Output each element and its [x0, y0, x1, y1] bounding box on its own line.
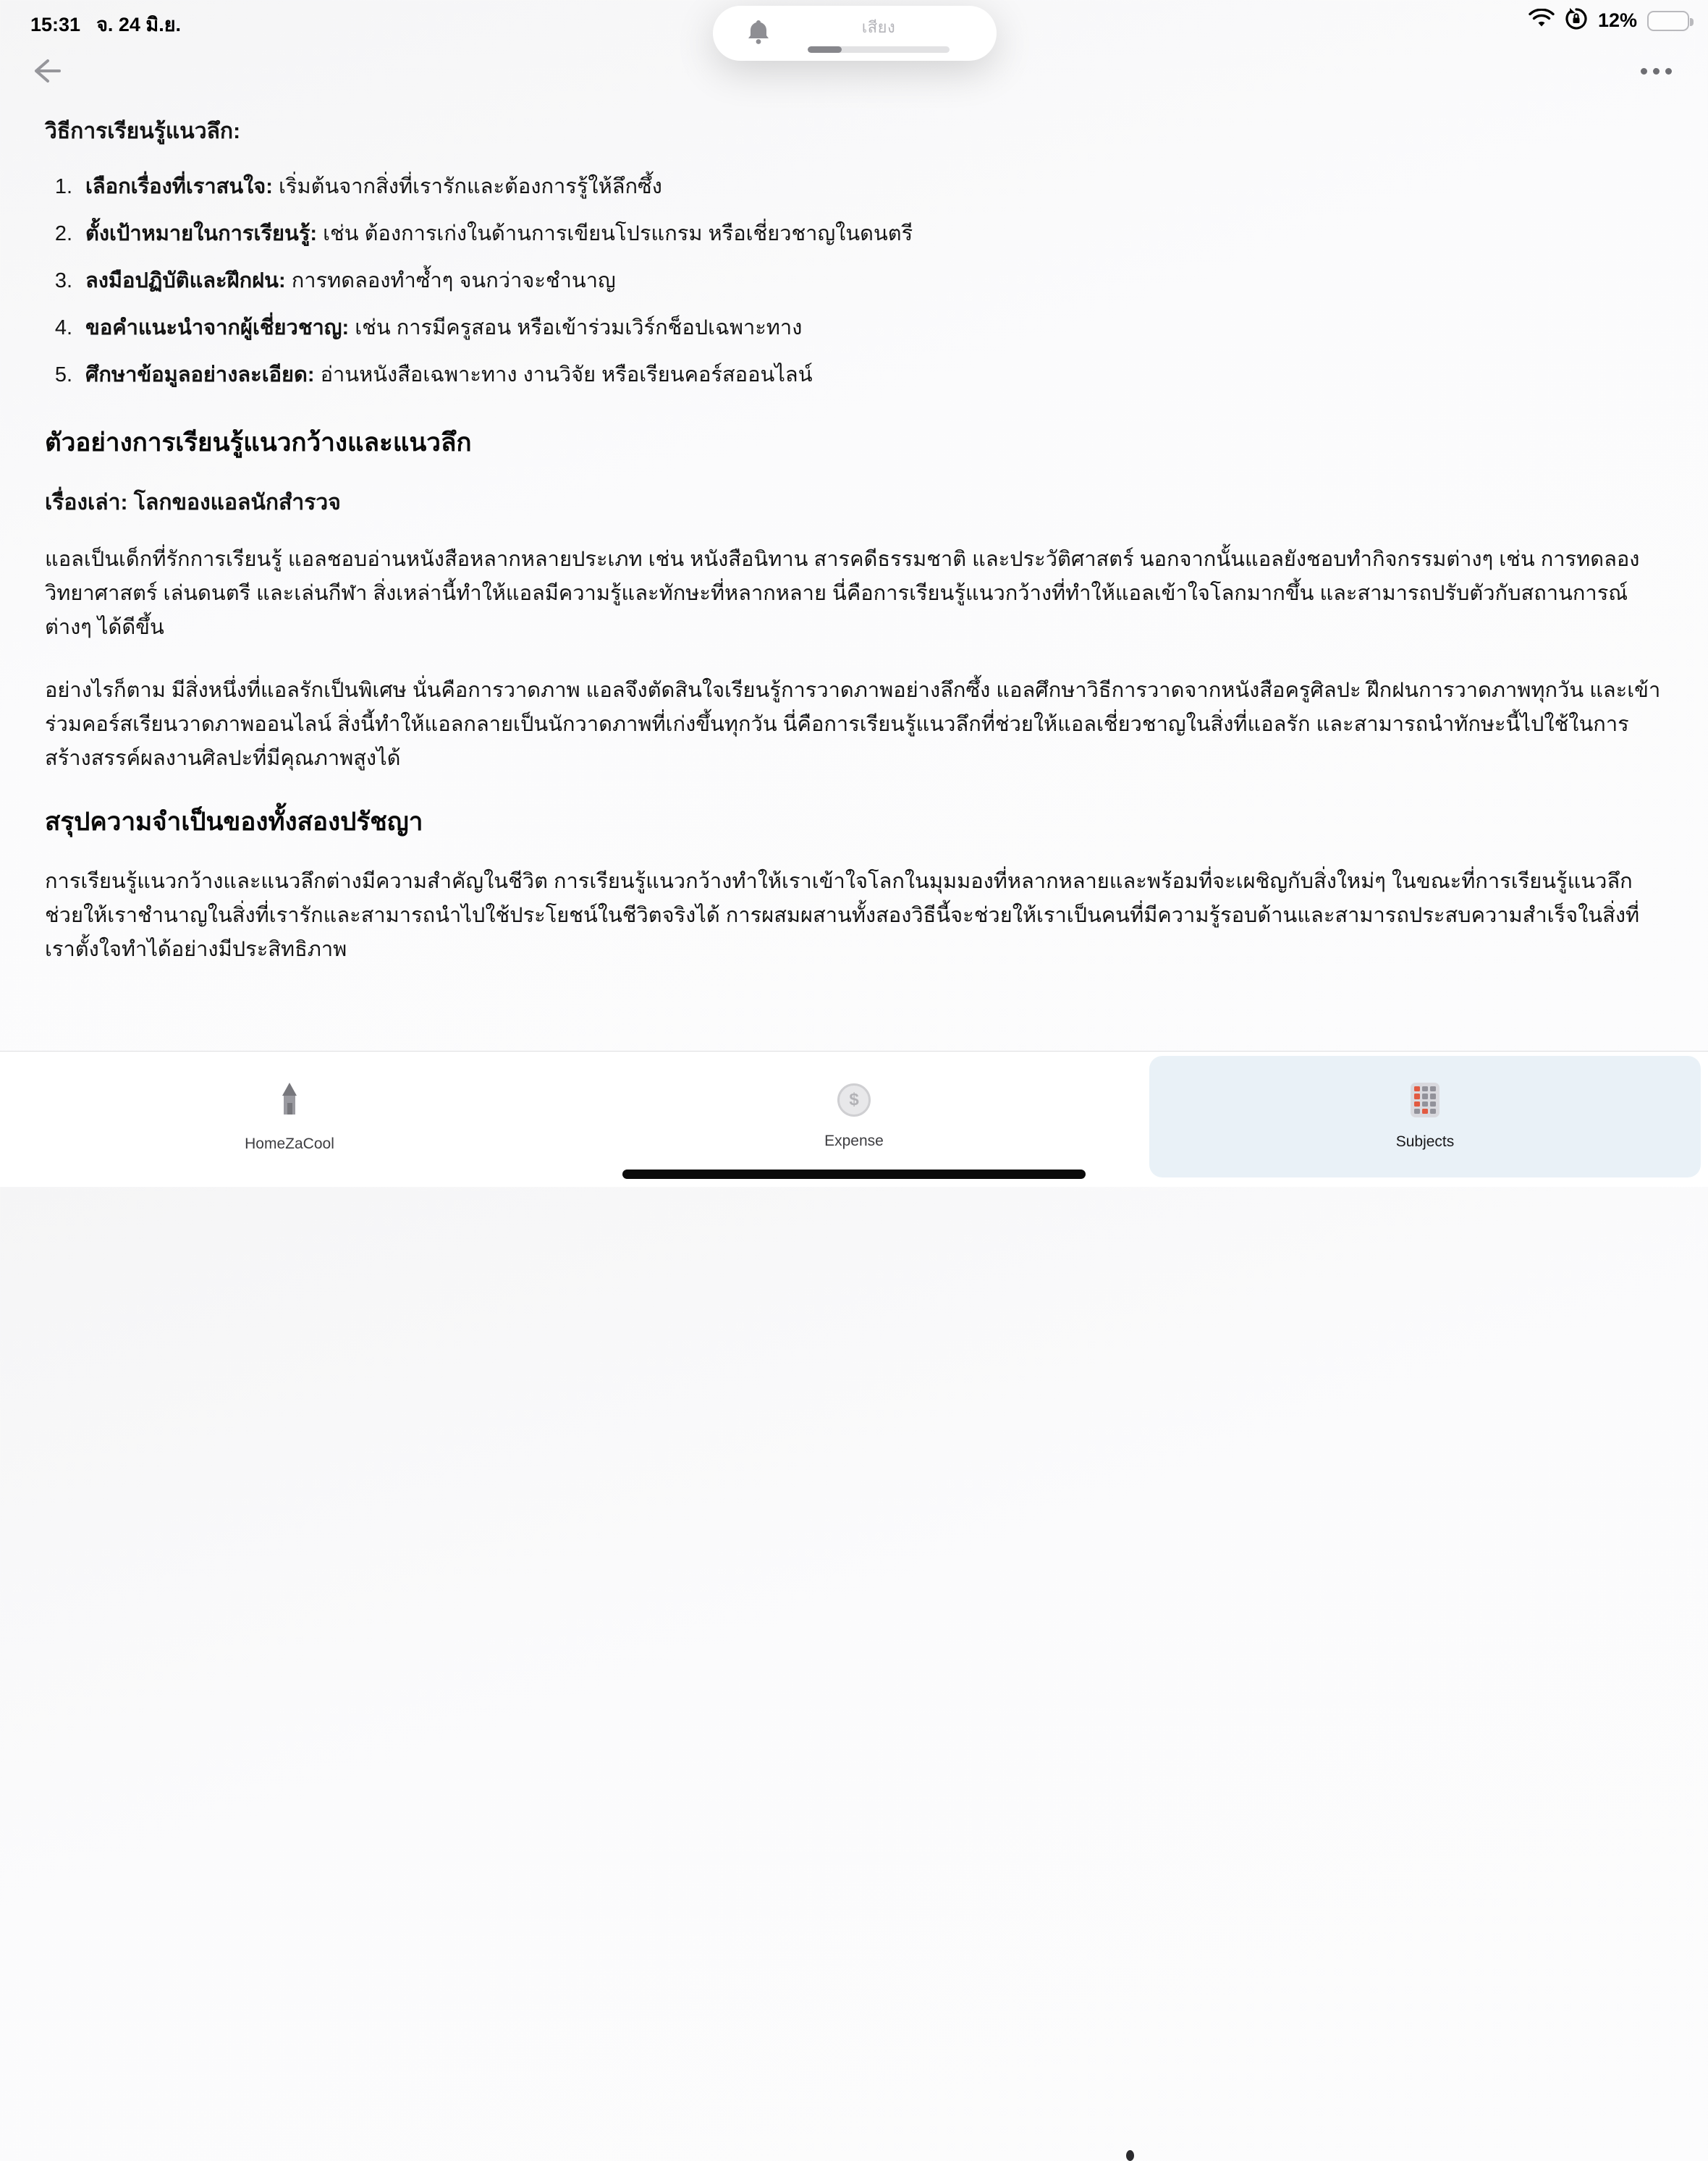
- tab-homezacool[interactable]: [109, 1059, 470, 1175]
- list-item-lead: เลือกเรื่องที่เราสนใจ:: [85, 175, 273, 198]
- list-item-lead: ตั้งเป้าหมายในการเรียนรู้:: [85, 222, 318, 245]
- status-bar-left: [30, 9, 181, 40]
- date: จ. 24 มิ.ย.: [96, 14, 182, 35]
- tab-subjects[interactable]: [1149, 1056, 1701, 1177]
- tab-label: Subjects: [1395, 1133, 1455, 1150]
- story-title: เรื่องเล่า: โลกของแอลนักสำรวจ: [45, 491, 341, 515]
- more-options-button[interactable]: [1630, 56, 1682, 85]
- paragraph-broad-learning: แอลเป็นเด็กที่รักการเรียนรู้ แอลชอบอ่านหนังสือหลากหลายประเภท เช่น หนังสือนิทาน สารคดีธรรมชาติ และประวัติศาสตร์ นอกจากนั้นแอลยังชอบทำกิจกรรมต่างๆ เช่น การทดลองวิทยาศาสตร์ เล่นดนตรี และเล่นกีฬา สิ่งเหล่านี้ทำให้แอลมีความรู้และทักษะที่หลากหลาย นี่คือการเรียนรู้แนวกว้างที่ทำให้แอลเข้าใจโลกมากขึ้น และสามารถปรับตัวกับสถานการณ์ต่างๆ ได้ดีขึ้น: [45, 548, 1640, 639]
- list-item-text: เช่น ต้องการเก่งในด้านการเขียนโปรแกรม หรือเชี่ยวชาญในดนตรี: [317, 222, 913, 245]
- tab-separator-dot: [1126, 2150, 1134, 2161]
- tab-label: HomeZaCool: [245, 1135, 334, 1152]
- status-bar-right: [1529, 7, 1689, 34]
- volume-hud: [713, 6, 997, 61]
- back-button[interactable]: [26, 52, 64, 90]
- ellipsis-icon-dot2: [1665, 68, 1672, 75]
- bottom-tab-bar: [0, 1051, 1708, 1187]
- back-arrow-icon: [26, 52, 64, 90]
- list-item-lead: ศึกษาข้อมูลอย่างละเอียด:: [85, 363, 315, 386]
- dollar-glyph: $: [849, 1090, 859, 1109]
- clock: 15:31: [30, 14, 81, 35]
- ellipsis-icon: [1641, 68, 1647, 75]
- document-body: [45, 114, 1666, 996]
- battery-percent: 12%: [1597, 9, 1637, 31]
- home-icon: [274, 1081, 305, 1120]
- paragraph-deep-learning: อย่างไรก็ตาม มีสิ่งหนึ่งที่แอลรักเป็นพิเศษ นั่นคือการวาดภาพ แอลจึงตัดสินใจเรียนรู้การวาดภาพอย่างลึกซึ้ง แอลศึกษาวิธีการวาดจากหนังสือครูศิลปะ ฝึกฝนการวาดภาพทุกวัน และเข้าร่วมคอร์สเรียนวาดภาพออนไลน์ สิ่งนี้ทำให้แอลกลายเป็นนักวาดภาพที่เก่งขึ้นทุกวัน นี่คือการเรียนรู้แนวลึกที่ช่วยให้แอลเชี่ยวชาญในสิ่งที่แอลรัก และสามารถนำทักษะนี้ไปใช้ในการสร้างสรรค์ผลงานศิลปะที่มีคุณภาพสูงได้: [45, 679, 1661, 770]
- paragraph-summary: การเรียนรู้แนวกว้างและแนวลึกต่างมีความสำคัญในชีวิต การเรียนรู้แนวกว้างทำให้เราเข้าใจโลกในมุมมองที่หลากหลายและพร้อมที่จะเผชิญกับสิ่งใหม่ๆ ในขณะที่การเรียนรู้แนวลึกช่วยให้เราชำนาญในสิ่งที่เรารักและสามารถนำไปใช้ประโยชน์ในชีวิตจริงได้ การผสมผสานทั้งสองวิธีนี้จะช่วยให้เราเป็นคนที่มีความรู้รอบด้านและสามารถประสบความสำเร็จในสิ่งที่เราตั้งใจทำได้อย่างมีประสิทธิภาพ: [45, 870, 1640, 961]
- list-item: [45, 311, 1666, 345]
- ellipsis-icon-dot: [1653, 68, 1660, 75]
- numbered-list: [45, 170, 1666, 392]
- list-item-lead: ลงมือปฏิบัติและฝึกฝน:: [85, 269, 286, 292]
- section-title-examples: ตัวอย่างการเรียนรู้แนวกว้างและแนวลึก: [45, 428, 472, 457]
- volume-hud-label: เสียง: [861, 17, 896, 36]
- list-number: 1.: [54, 175, 72, 198]
- list-number: 2.: [54, 222, 72, 245]
- list-item: [45, 217, 1666, 251]
- section-title-summary: สรุปความจำเป็นของทั้งสองปรัชญา: [45, 808, 423, 836]
- list-item-text: อ่านหนังสือเฉพาะทาง งานวิจัย หรือเรียนคอร์สออนไลน์: [314, 363, 813, 386]
- volume-fill: [808, 46, 842, 53]
- list-item: [45, 358, 1666, 392]
- list-item: [45, 264, 1666, 298]
- expense-coin-icon: [837, 1083, 871, 1117]
- list-item-text: เช่น การมีครูสอน หรือเข้าร่วมเวิร์กช็อปเฉพาะทาง: [349, 316, 803, 339]
- section-title-deep-learning-methods: วิธีการเรียนรู้แนวลึก:: [45, 119, 241, 143]
- rotation-lock-icon: [1565, 7, 1588, 34]
- wifi-icon: [1529, 9, 1555, 33]
- list-item-lead: ขอคำแนะนำจากผู้เชี่ยวชาญ:: [85, 316, 350, 339]
- home-indicator[interactable]: [622, 1170, 1086, 1179]
- battery-nub: [1690, 18, 1694, 26]
- subjects-grid-icon: [1411, 1083, 1439, 1117]
- list-item: [45, 170, 1666, 204]
- battery-icon: [1647, 11, 1689, 31]
- tab-expense[interactable]: [673, 1059, 1035, 1175]
- list-number: 4.: [54, 316, 72, 339]
- volume-slider[interactable]: [808, 46, 950, 53]
- list-item-text: การทดลองทำซ้ำๆ จนกว่าจะชำนาญ: [285, 269, 616, 292]
- list-number: 5.: [54, 363, 72, 386]
- list-item-text: เริ่มต้นจากสิ่งที่เรารักและต้องการรู้ให้ลึกซึ้ง: [272, 175, 662, 198]
- list-number: 3.: [54, 269, 72, 292]
- tab-label: Expense: [824, 1133, 884, 1149]
- bell-icon: [745, 17, 772, 50]
